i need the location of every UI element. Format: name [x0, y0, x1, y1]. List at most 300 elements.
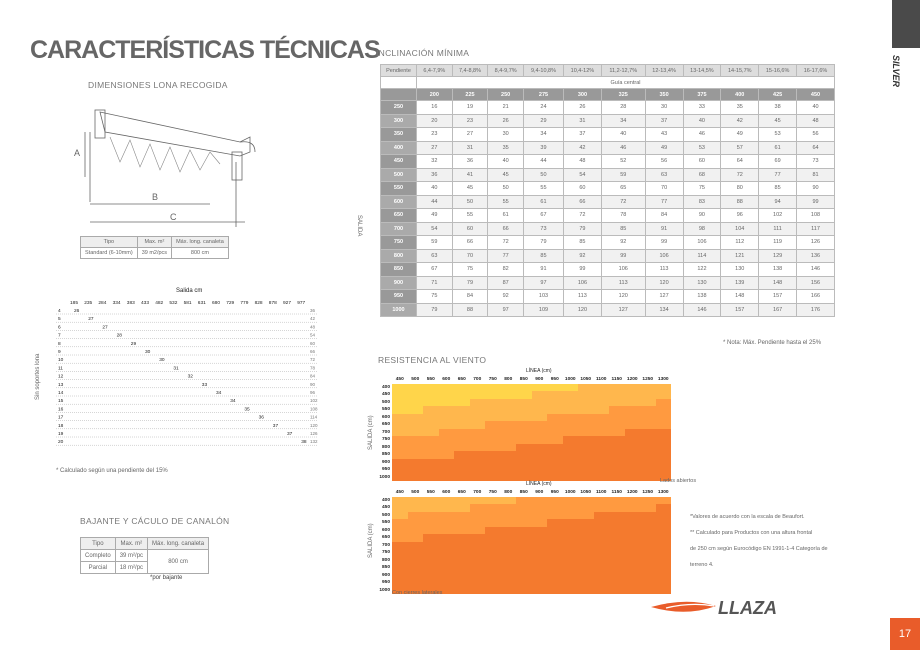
wind-cell: [408, 391, 424, 399]
table-cell: 91: [523, 263, 563, 277]
wind-cell: [501, 459, 517, 467]
wind-cell: [408, 406, 424, 414]
stair-x-label: 878: [268, 301, 277, 306]
wind-cell: [609, 512, 625, 520]
wind-cell: [454, 564, 470, 572]
wind-cell: [547, 451, 563, 459]
wind-cell: [454, 451, 470, 459]
stair-end-value: 96: [310, 390, 316, 395]
wind-cell: [578, 504, 594, 512]
wind-cell: [516, 451, 532, 459]
wind-cell: [423, 579, 439, 587]
table-cell: 70: [452, 249, 488, 263]
wind-cell: [563, 497, 579, 505]
wind-cell: [594, 384, 610, 392]
wind-cell: [516, 579, 532, 587]
wind-cell: [485, 572, 501, 580]
wind-cell: [439, 549, 455, 557]
wind-cell: [423, 384, 439, 392]
wind-cell: [547, 414, 563, 422]
wind-cell: [578, 527, 594, 535]
stair-end-value: 84: [310, 373, 316, 379]
wind-cell: [625, 459, 641, 467]
wind-cell: [532, 466, 548, 474]
salida-row-label: 600: [381, 195, 417, 209]
wind-row-label: 800: [378, 444, 392, 452]
wind-cell: [392, 459, 408, 467]
salida-row-label: 900: [381, 276, 417, 290]
wind-cell: [563, 572, 579, 580]
wind-cell: [392, 406, 408, 414]
wind-cell: [485, 549, 501, 557]
table-cell: 70: [645, 182, 683, 196]
stair-end-value: 60: [310, 340, 316, 346]
label-a: A: [74, 148, 81, 158]
wind-cell: [423, 527, 439, 535]
table-cell: 85: [523, 249, 563, 263]
wind-cell: [439, 384, 455, 392]
col-header: Tipo: [81, 237, 138, 248]
wind-cell: [563, 399, 579, 407]
table-cell: 37: [645, 114, 683, 128]
salida-row-label: 850: [381, 263, 417, 277]
stair-row-label: 13: [58, 382, 64, 388]
wind-cell: [423, 459, 439, 467]
wind-cell: [656, 436, 672, 444]
wind-cell: [454, 399, 470, 407]
table-cell: 64: [797, 141, 835, 155]
wind-row-label: 1000: [379, 587, 390, 593]
table-cell: 48: [797, 114, 835, 128]
table-cell: 73: [523, 222, 563, 236]
wind-cell: [625, 429, 641, 437]
wind-cell: [640, 557, 656, 565]
wind-cell: [470, 384, 486, 392]
stair-x-label: 631: [197, 301, 206, 306]
table-cell: 126: [797, 236, 835, 250]
wind-cell: [501, 414, 517, 422]
wind-cell: [408, 542, 424, 550]
table-cell: 27: [417, 141, 453, 155]
note-line: de 250 cm según Eurocódigo EN 1991-1-4 Categoría de: [690, 546, 828, 552]
wind-cell: [501, 444, 517, 452]
table-cell: 52: [601, 155, 645, 169]
wind-cell: [609, 549, 625, 557]
wind-col-header: 500: [408, 376, 424, 384]
wind-cell: [594, 406, 610, 414]
wind-cell: [532, 542, 548, 550]
table-cell: 60: [452, 222, 488, 236]
wind-cell: [392, 527, 408, 535]
stair-row-label: 4: [58, 309, 61, 314]
wind-cell: [625, 497, 641, 505]
stair-end-value: 78: [310, 365, 316, 371]
table-cell: 32: [417, 155, 453, 169]
wind-cell: [485, 504, 501, 512]
wind-row-label: 850: [378, 564, 392, 572]
stair-row-label: 12: [58, 374, 64, 380]
wind-cell: [640, 542, 656, 550]
table-cell: 40: [601, 128, 645, 142]
wind-cell: [640, 579, 656, 587]
stair-end-value: 132: [310, 439, 318, 445]
cell: 39 m²/pc: [115, 550, 147, 562]
bajante-note: *por bajante: [150, 575, 183, 581]
table-cell: 96: [721, 209, 759, 223]
table-cell: 77: [645, 195, 683, 209]
wind-cell: [578, 429, 594, 437]
table-cell: 63: [645, 168, 683, 182]
wind-cell: [547, 512, 563, 520]
pendiente-header: 13-14,5%: [683, 65, 721, 77]
salida-cm-label-1: SALIDA (cm): [368, 415, 374, 450]
wind-cell: [563, 534, 579, 542]
wind-cell: [454, 466, 470, 474]
wind-cell: [594, 549, 610, 557]
wind-cell: [640, 391, 656, 399]
wind-cell: [408, 564, 424, 572]
wind-cell: [392, 421, 408, 429]
table-cell: 113: [601, 276, 645, 290]
table-cell: 46: [683, 128, 721, 142]
wind-col-header: 750: [485, 376, 501, 384]
wind-cell: [578, 519, 594, 527]
inclinacion-table: [380, 64, 835, 317]
wind-cell: [392, 399, 408, 407]
wind-cell: [423, 557, 439, 565]
table-cell: 120: [564, 303, 602, 317]
note-line: *Valores de acuerdo con la escala de Beaufort.: [690, 514, 805, 520]
wind-cell: [625, 534, 641, 542]
wind-cell: [656, 572, 672, 580]
wind-cell: [392, 579, 408, 587]
wind-cell: [640, 406, 656, 414]
wind-cell: [640, 399, 656, 407]
wind-cell: [609, 497, 625, 505]
wind-cell: [439, 459, 455, 467]
wind-cell: [532, 451, 548, 459]
stair-x-label: 284: [98, 301, 107, 306]
wind-cell: [656, 542, 672, 550]
wind-cell: [439, 579, 455, 587]
stair-value: 27: [88, 317, 94, 323]
table-cell: 129: [759, 249, 797, 263]
wind-cell: [454, 519, 470, 527]
wind-row-label: 600: [378, 414, 392, 422]
pendiente-header: 6,4-7,9%: [417, 65, 453, 77]
wind-cell: [423, 474, 439, 482]
wind-cell: [516, 572, 532, 580]
table-cell: 138: [683, 290, 721, 304]
wind-cell: [656, 579, 672, 587]
label-b: B: [152, 192, 159, 202]
wind-cell: [547, 534, 563, 542]
wind-cell: [640, 474, 656, 482]
wind-cell: [532, 527, 548, 535]
wind-cell: [485, 587, 501, 595]
table-cell: 127: [645, 290, 683, 304]
wind-cell: [578, 587, 594, 595]
table-cell: 56: [797, 128, 835, 142]
guia-col-header: 325: [601, 89, 645, 101]
wind-cell: [470, 436, 486, 444]
bajante-table: [80, 537, 209, 574]
wind-cell: [609, 557, 625, 565]
table-cell: 43: [645, 128, 683, 142]
wind-cell: [547, 474, 563, 482]
salida-row-label: 300: [381, 114, 417, 128]
table-cell: 50: [523, 168, 563, 182]
wind-cell: [625, 414, 641, 422]
wind-cell: [625, 572, 641, 580]
wind-cell: [470, 534, 486, 542]
table-cell: 34: [601, 114, 645, 128]
wind-cell: [516, 414, 532, 422]
stair-x-label: 185: [70, 301, 79, 306]
table-cell: 29: [523, 114, 563, 128]
wind-cell: [485, 436, 501, 444]
wind-cell: [470, 459, 486, 467]
wind-cell: [625, 542, 641, 550]
table-cell: 79: [452, 276, 488, 290]
stair-x-label: 828: [254, 301, 263, 306]
wind-cell: [392, 384, 408, 392]
table-cell: 55: [452, 209, 488, 223]
wind-col-header: 1200: [625, 376, 641, 384]
wind-cell: [563, 459, 579, 467]
wind-cell: [470, 527, 486, 535]
stair-end-value: 66: [310, 349, 316, 354]
wind-cell: [609, 414, 625, 422]
wind-cell: [408, 504, 424, 512]
wind-col-header: 950: [547, 489, 563, 497]
stair-row-label: 8: [58, 341, 61, 347]
wind-cell: [439, 497, 455, 505]
wind-cell: [439, 557, 455, 565]
table-cell: 82: [488, 263, 524, 277]
wind-cell: [485, 527, 501, 535]
wind-cell: [640, 504, 656, 512]
wind-cell: [532, 504, 548, 512]
table-cell: 114: [683, 249, 721, 263]
wind-cell: [501, 406, 517, 414]
wind-cell: [439, 399, 455, 407]
wind-cell: [578, 444, 594, 452]
wind-cell: [609, 436, 625, 444]
wind-cell: [563, 549, 579, 557]
wind-cell: [578, 399, 594, 407]
wind-cell: [439, 436, 455, 444]
wind-row-label: 400: [378, 497, 392, 505]
note-line: terreno 4.: [690, 562, 714, 568]
wind-cell: [439, 406, 455, 414]
table-cell: 119: [759, 236, 797, 250]
table-cell: 44: [523, 155, 563, 169]
wind-cell: [563, 557, 579, 565]
wind-cell: [423, 497, 439, 505]
stair-value: 27: [102, 325, 108, 331]
wind-cell: [501, 557, 517, 565]
corner-tab: [892, 0, 920, 48]
wind-cell: [656, 519, 672, 527]
wind-cell: [563, 466, 579, 474]
salida-row-label: 1000: [381, 303, 417, 317]
wind-cell: [656, 391, 672, 399]
wind-cell: [640, 534, 656, 542]
wind-cell: [563, 406, 579, 414]
table-cell: 113: [645, 263, 683, 277]
wind-cell: [578, 534, 594, 542]
wind-cell: [408, 436, 424, 444]
wind-cell: [532, 459, 548, 467]
wind-cell: [470, 414, 486, 422]
table-cell: 72: [601, 195, 645, 209]
stair-x-label: 581: [183, 301, 192, 306]
table-cell: 49: [417, 209, 453, 223]
wind-cell: [594, 557, 610, 565]
wind-cell: [578, 579, 594, 587]
wind-row-label: 500: [378, 399, 392, 407]
table-cell: 66: [488, 222, 524, 236]
wind-cell: [423, 436, 439, 444]
wind-col-header: 600: [439, 489, 455, 497]
wind-cell: [578, 421, 594, 429]
col-header: Tipo: [81, 538, 116, 550]
stair-x-label: 383: [126, 301, 135, 306]
table-cell: 120: [645, 276, 683, 290]
wind-cell: [501, 436, 517, 444]
wind-col-header: 450: [392, 376, 408, 384]
salida-row-label: 350: [381, 128, 417, 142]
stair-value: 30: [145, 350, 151, 355]
stair-x-label: 977: [297, 301, 306, 306]
wind-row-label: 500: [378, 512, 392, 520]
salida-row-label: 450: [381, 155, 417, 169]
wind-cell: [656, 466, 672, 474]
wind-cell: [423, 391, 439, 399]
wind-cell: [392, 451, 408, 459]
wind-row-label: 650: [378, 534, 392, 542]
pendiente-header: 14-15,7%: [721, 65, 759, 77]
wind-cell: [423, 564, 439, 572]
table-cell: 106: [683, 236, 721, 250]
wind-cell: [656, 444, 672, 452]
side-label: SILVER: [890, 54, 901, 88]
wind-col-header: 1100: [594, 376, 610, 384]
table-cell: 64: [721, 155, 759, 169]
wind-cell: [547, 497, 563, 505]
table-cell: 78: [601, 209, 645, 223]
wind-cell: [609, 406, 625, 414]
wind-cell: [470, 399, 486, 407]
table-cell: 130: [721, 263, 759, 277]
salida-row-label: 550: [381, 182, 417, 196]
wind-cell: [640, 421, 656, 429]
wind-cell: [594, 474, 610, 482]
table-cell: 38: [759, 101, 797, 115]
wind-cell: [656, 414, 672, 422]
table-cell: 50: [488, 182, 524, 196]
wind-cell: [625, 579, 641, 587]
wind-cell: [470, 572, 486, 580]
table-cell: 108: [797, 209, 835, 223]
wind-cell: [532, 497, 548, 505]
wind-cell: [454, 414, 470, 422]
wind2-caption: Con cierres laterales: [392, 590, 443, 596]
wind-cell: [532, 436, 548, 444]
wind-cell: [485, 512, 501, 520]
wind-cell: [454, 542, 470, 550]
wind-cell: [640, 527, 656, 535]
wind-cell: [609, 459, 625, 467]
wind-cell: [640, 459, 656, 467]
wind-cell: [516, 384, 532, 392]
wind-cell: [532, 549, 548, 557]
wind-cell: [578, 384, 594, 392]
table-cell: 157: [721, 303, 759, 317]
stair-row-label: 11: [58, 366, 63, 372]
pendiente-header: 10,4-12%: [564, 65, 602, 77]
wind-cell: [547, 399, 563, 407]
wind-cell: [594, 572, 610, 580]
wind-cell: [501, 384, 517, 392]
wind-cell: [485, 557, 501, 565]
table-cell: 23: [452, 114, 488, 128]
table-cell: 109: [523, 303, 563, 317]
stair-row-label: 18: [58, 423, 64, 429]
wind-cell: [485, 564, 501, 572]
salida-label: SALIDA: [356, 215, 362, 237]
wind-cell: [423, 399, 439, 407]
wind-cell: [578, 512, 594, 520]
guia-col-header: 375: [683, 89, 721, 101]
wind-col-header: 1150: [609, 376, 625, 384]
wind-cell: [656, 564, 672, 572]
wind-cell: [547, 549, 563, 557]
table-cell: 28: [601, 101, 645, 115]
wind-cell: [470, 429, 486, 437]
wind-cell: [532, 512, 548, 520]
stair-x-label: 680: [212, 301, 221, 306]
cell: Parcial: [81, 562, 116, 574]
wind-cell: [516, 549, 532, 557]
wind-col-header: 550: [423, 489, 439, 497]
wind-cell: [408, 459, 424, 467]
stair-x-label: 532: [169, 301, 178, 306]
wind-cell: [625, 564, 641, 572]
salida-row-label: 650: [381, 209, 417, 223]
wind-cell: [609, 587, 625, 595]
table-cell: 42: [721, 114, 759, 128]
wind-cell: [408, 399, 424, 407]
wind-row-label: 700: [378, 542, 392, 550]
page-number: 17: [890, 618, 920, 650]
wind-col-header: 1000: [563, 489, 579, 497]
wind-cell: [439, 519, 455, 527]
guia-col-header: 350: [645, 89, 683, 101]
wind-cell: [454, 444, 470, 452]
wind-cell: [532, 421, 548, 429]
table-cell: 106: [601, 263, 645, 277]
wind-cell: [454, 579, 470, 587]
wind-cell: [516, 399, 532, 407]
stair-x-label: 729: [226, 301, 235, 306]
table-cell: 48: [564, 155, 602, 169]
table-cell: 99: [645, 236, 683, 250]
wind-cell: [532, 406, 548, 414]
table-cell: 166: [797, 290, 835, 304]
wind-cell: [470, 497, 486, 505]
